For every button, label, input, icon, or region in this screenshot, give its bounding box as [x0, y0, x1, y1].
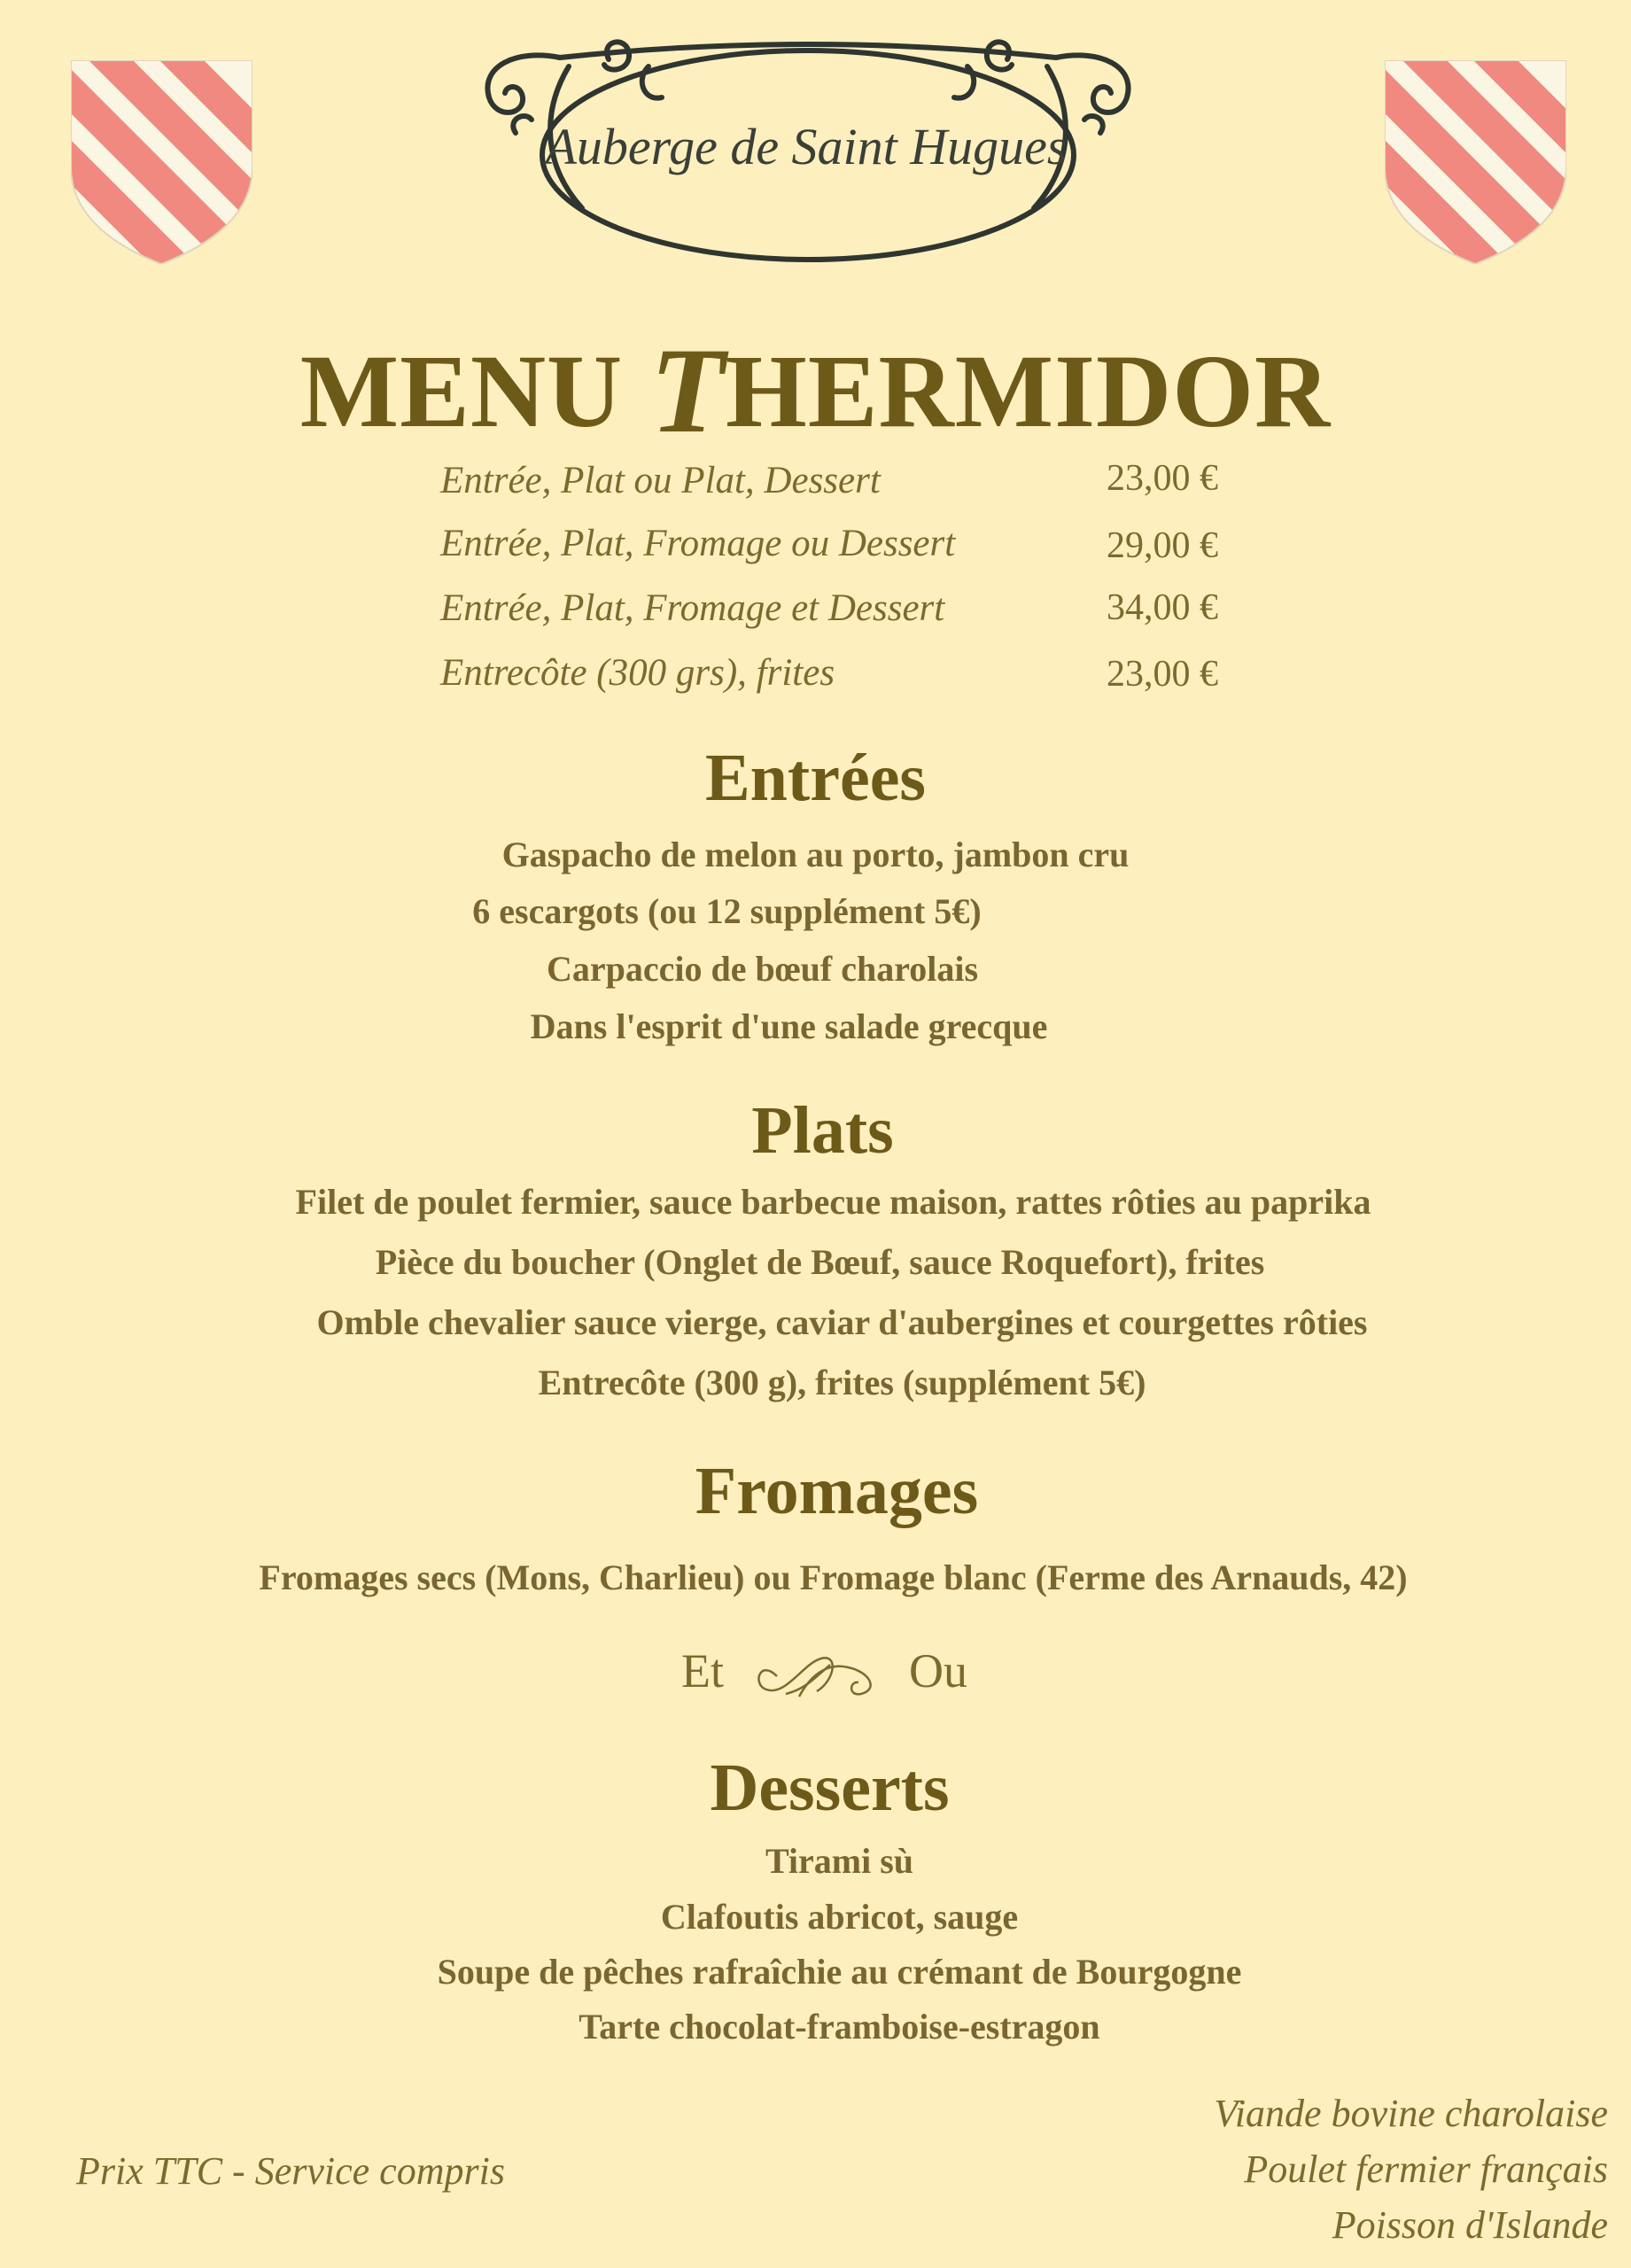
- fromage-item: Fromages secs (Mons, Charlieu) ou Fromage blanc (Ferme des Arnauds, 42): [259, 1557, 1408, 1597]
- plat-item: Entrecôte (300 g), frites (supplément 5€): [538, 1363, 1146, 1402]
- formula-price: 34,00 €: [1107, 587, 1218, 628]
- et-label: Et: [681, 1644, 724, 1697]
- footer-price-note: Prix TTC - Service compris: [76, 2149, 505, 2193]
- coat-of-arms-left: [71, 60, 252, 264]
- dessert-item: Soupe de pêches rafraîchie au crémant de Bourgogne: [437, 1952, 1242, 1992]
- plat-item: Omble chevalier sauce vierge, caviar d'aubergines et courgettes rôties: [316, 1302, 1368, 1342]
- entree-item: Gaspacho de melon au porto, jambon cru: [501, 835, 1130, 874]
- menu-title-part2: HERMIDOR: [726, 333, 1332, 449]
- formula-label: Entrée, Plat, Fromage ou Dessert: [440, 523, 956, 564]
- plat-item: Filet de poulet fermier, sauce barbecue maison, rattes rôties au paprika: [295, 1182, 1371, 1222]
- section-title-fromages: Fromages: [695, 1454, 979, 1528]
- section-title-entrees: Entrées: [704, 741, 927, 815]
- ou-label: Ou: [909, 1644, 967, 1697]
- formula-label: Entrecôte (300 grs), frites: [440, 652, 835, 694]
- formula-price: 23,00 €: [1107, 654, 1218, 695]
- menu-title-part1: MENU: [299, 333, 650, 449]
- flourish-ornament: [750, 1645, 883, 1707]
- dessert-item: Tirami sù: [765, 1841, 914, 1881]
- entree-item: Dans l'esprit d'une salade grecque: [530, 1006, 1048, 1046]
- entree-item: 6 escargots (ou 12 supplément 5€): [472, 891, 982, 931]
- menu-title: [0, 315, 1631, 458]
- footer-origin-line: Poisson d'Islande: [1332, 2203, 1608, 2247]
- formula-label: Entrée, Plat, Fromage et Dessert: [440, 587, 945, 629]
- footer-origin-line: Viande bovine charolaise: [1214, 2092, 1608, 2135]
- et-ou-separator: [9, 1643, 1631, 1707]
- section-title-desserts: Desserts: [710, 1751, 950, 1825]
- dessert-item: Clafoutis abricot, sauge: [660, 1897, 1019, 1937]
- formula-label: Entrée, Plat ou Plat, Dessert: [440, 460, 881, 501]
- menu-title-fancy-letter: T: [649, 322, 726, 458]
- plat-item: Pièce du boucher (Onglet de Bœuf, sauce Roquefort), frites: [375, 1242, 1265, 1282]
- coat-of-arms-right: [1385, 60, 1566, 264]
- section-title-plats: Plats: [751, 1093, 894, 1168]
- formula-price: 29,00 €: [1107, 525, 1218, 566]
- dessert-item: Tarte chocolat-framboise-estragon: [579, 2007, 1100, 2047]
- formula-price: 23,00 €: [1107, 458, 1218, 499]
- restaurant-name: Auberge de Saint Hugues: [545, 118, 1068, 175]
- footer-origin-line: Poulet fermier français: [1244, 2148, 1608, 2191]
- entree-item: Carpaccio de bœuf charolais: [546, 949, 979, 989]
